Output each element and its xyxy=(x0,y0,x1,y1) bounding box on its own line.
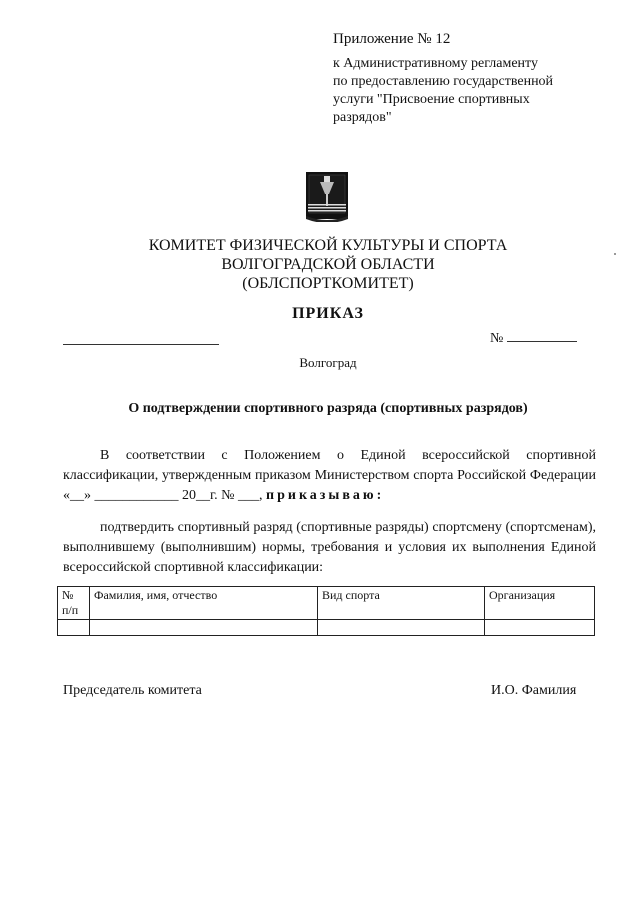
number-label: № xyxy=(490,331,504,346)
coat-of-arms-icon xyxy=(304,172,351,222)
appendix-line: разрядов" xyxy=(333,110,392,125)
table-cell xyxy=(58,620,90,636)
city: Волгоград xyxy=(299,355,357,370)
header-sport: Вид спорта xyxy=(318,587,485,620)
organization-line: (ОБЛСПОРТКОМИТЕТ) xyxy=(242,275,414,292)
appendix-title: Приложение № 12 xyxy=(333,31,451,47)
header-organization: Организация xyxy=(485,587,595,620)
organization-line: КОМИТЕТ ФИЗИЧЕСКОЙ КУЛЬТУРЫ И СПОРТА xyxy=(148,237,508,254)
signer-name: И.О. Фамилия xyxy=(491,683,577,698)
order-verb: приказываю: xyxy=(266,488,385,503)
table-cell xyxy=(485,620,595,636)
appendix-line: по предоставлению государственной xyxy=(333,74,554,89)
header-number-line: № xyxy=(62,588,74,602)
table-cell xyxy=(90,620,318,636)
appendix-line: услуги "Присвоение спортивных xyxy=(333,92,530,107)
order-subject: О подтверждении спортивного разряда (спортивных разрядов) xyxy=(128,401,528,416)
table-header-row xyxy=(58,587,595,620)
organization-line: ВОЛГОГРАДСКОЙ ОБЛАСТИ xyxy=(221,256,435,273)
preamble-paragraph xyxy=(63,446,596,506)
header-number xyxy=(58,587,90,620)
number-blank-line xyxy=(507,331,577,342)
scan-speck xyxy=(614,253,616,255)
appendix-reference xyxy=(333,55,593,127)
table-cell xyxy=(318,620,485,636)
appendix-line: к Административному регламенту xyxy=(333,56,538,71)
header-number-line: п/п xyxy=(62,603,79,617)
order-number xyxy=(490,331,577,347)
table-row xyxy=(58,620,595,636)
operative-paragraph: подтвердить спортивный разряд (спортивные разряды) спортсмену (спортсменам), выполнившему (выполнившим) нормы, требования и условия их выполнения Единой всероссийской спортивной классификации: xyxy=(63,520,596,575)
organization-name xyxy=(60,236,596,293)
date-blank-line xyxy=(63,344,219,345)
signer-role: Председатель комитета xyxy=(63,683,202,698)
preamble-text: В соответствии с Положением о Единой всероссийской спортивной классификации, утвержденным приказом Министерством спорта Российской Федерации «__» ____________ 20__г. № ___, xyxy=(63,448,596,503)
order-title: ПРИКАЗ xyxy=(292,305,364,322)
sportsmen-table xyxy=(57,586,595,636)
header-full-name: Фамилия, имя, отчество xyxy=(90,587,318,620)
